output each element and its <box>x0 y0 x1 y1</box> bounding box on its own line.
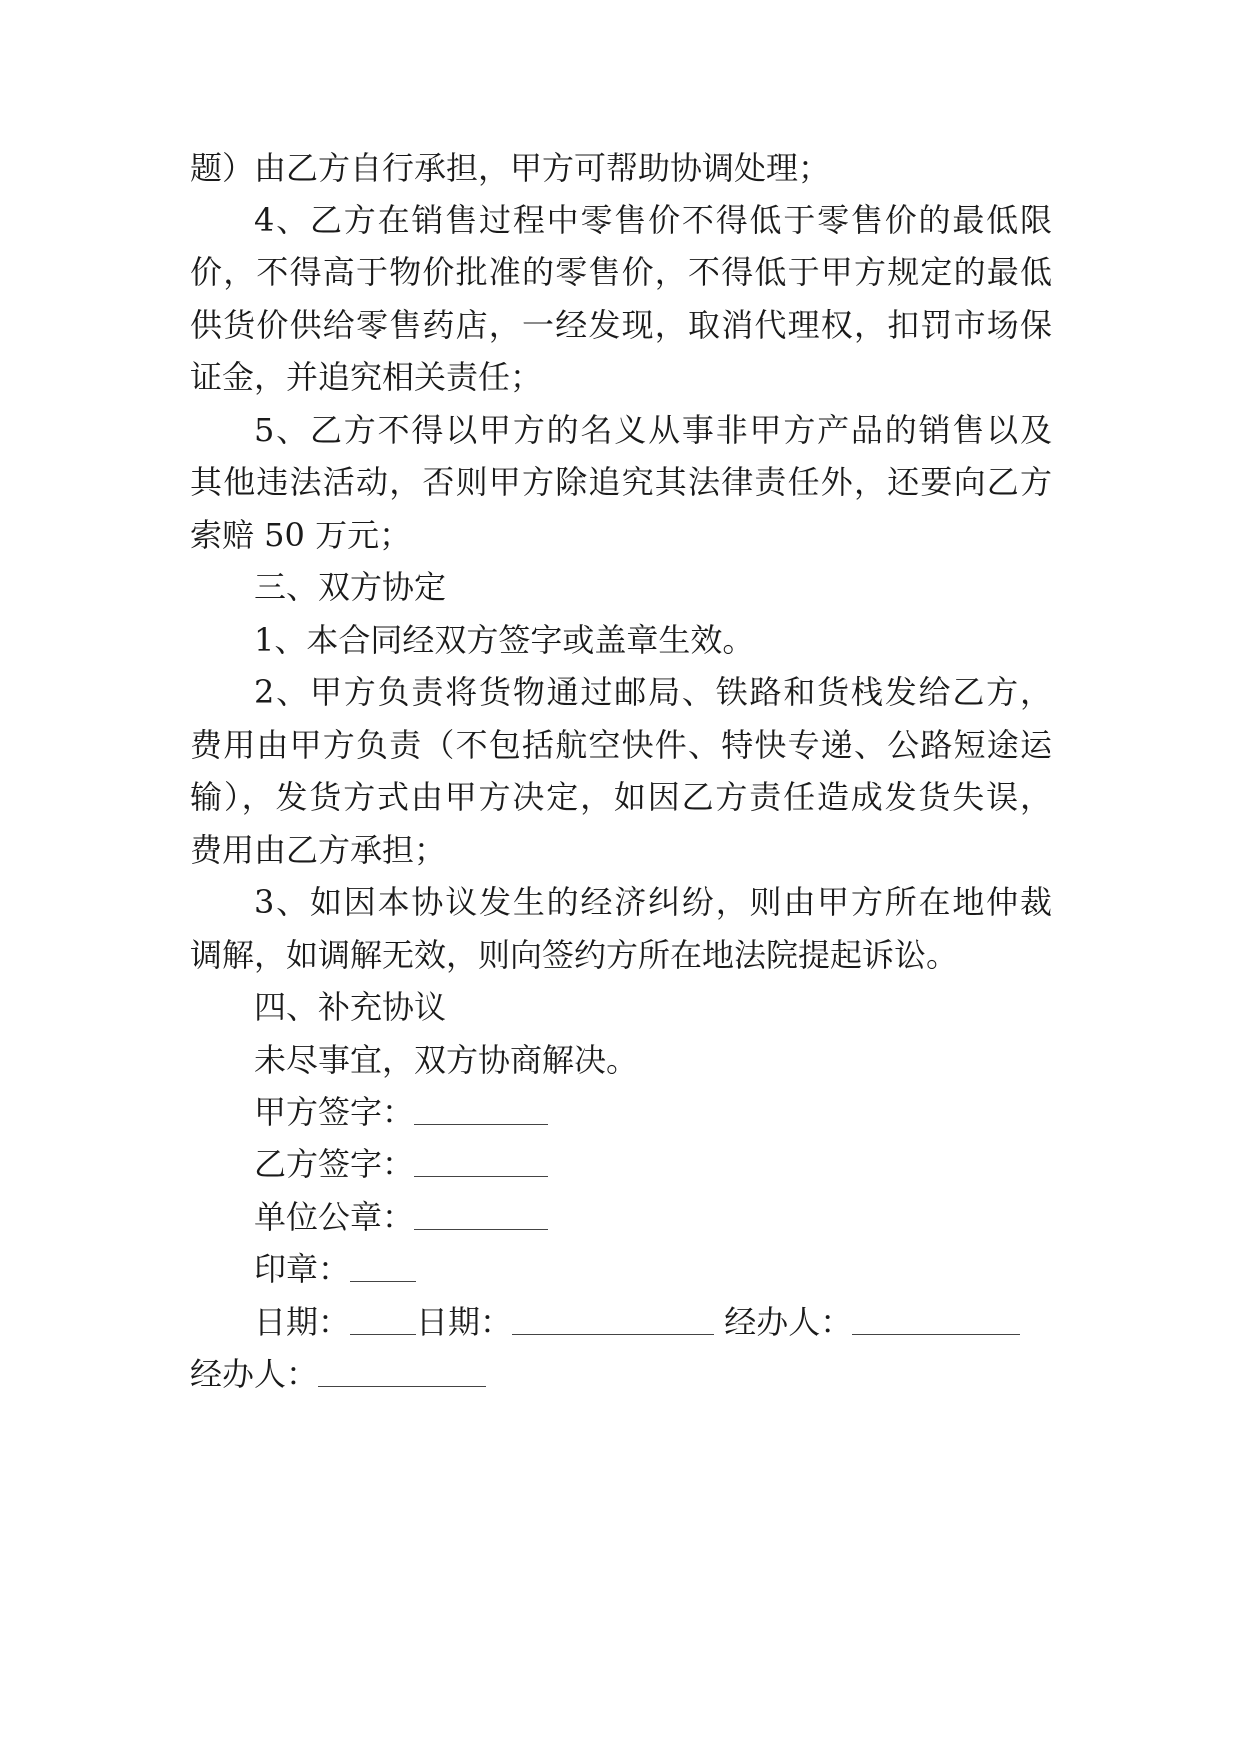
unit-seal-blank <box>414 1201 548 1230</box>
unit-seal-label: 单位公章： <box>254 1198 415 1236</box>
paragraph-line: 题）由乙方自行承担，甲方可帮助协调处理； <box>190 149 831 187</box>
handler-label: 经办人： <box>190 1355 319 1393</box>
section-heading: 四、补充协议 <box>254 988 447 1026</box>
party-b-signature-blank <box>414 1148 548 1177</box>
paragraph-line: 3、如因本协议发生的经济纠纷，则由甲方所在地仲裁 <box>254 883 1052 921</box>
paragraph-line: 供货价供给零售药店，一经发现，取消代理权，扣罚市场保 <box>190 306 1052 344</box>
seal-line <box>254 1249 1052 1289</box>
seal-blank <box>350 1253 416 1282</box>
handler-blank <box>852 1306 1020 1335</box>
date-handler-line <box>254 1302 1052 1342</box>
paragraph-line: 5、乙方不得以甲方的名义从事非甲方产品的销售以及 <box>254 411 1052 449</box>
paragraph-line: 未尽事宜，双方协商解决。 <box>254 1041 639 1079</box>
unit-seal-line <box>254 1197 1052 1237</box>
paragraph-line: 价，不得高于物价批准的零售价，不得低于甲方规定的最低 <box>190 253 1052 291</box>
party-a-signature-line <box>254 1092 1052 1132</box>
section-heading: 三、双方协定 <box>254 568 447 606</box>
party-b-signature-line <box>254 1144 1052 1184</box>
handler-blank <box>318 1358 486 1387</box>
paragraph-line: 输），发货方式由甲方决定，如因乙方责任造成发货失误， <box>190 778 1052 816</box>
party-a-signature-blank <box>414 1096 548 1125</box>
handler-line <box>190 1354 1052 1394</box>
date-blank <box>350 1306 416 1335</box>
party-b-signature-label: 乙方签字： <box>254 1145 415 1183</box>
paragraph-line: 费用由甲方负责（不包括航空快件、特快专递、公路短途运 <box>190 726 1052 764</box>
paragraph-line: 调解，如调解无效，则向签约方所在地法院提起诉讼。 <box>190 936 959 974</box>
handler-label: 经办人： <box>724 1303 853 1341</box>
party-a-signature-label: 甲方签字： <box>254 1093 415 1131</box>
date-label: 日期： <box>254 1303 351 1341</box>
paragraph-line: 4、乙方在销售过程中零售价不得低于零售价的最低限 <box>254 201 1052 239</box>
paragraph-line: 证金，并追究相关责任； <box>190 358 543 396</box>
paragraph-line: 其他违法活动，否则甲方除追究其法律责任外，还要向乙方 <box>190 463 1052 501</box>
paragraph-line: 1、本合同经双方签字或盖章生效。 <box>254 621 755 659</box>
seal-label: 印章： <box>254 1250 351 1288</box>
date-label: 日期： <box>416 1303 513 1341</box>
paragraph-line: 费用由乙方承担； <box>190 831 447 869</box>
date-blank <box>512 1306 714 1335</box>
paragraph-line: 2、甲方负责将货物通过邮局、铁路和货栈发给乙方， <box>254 673 1052 711</box>
paragraph-line: 索赔 50 万元； <box>190 516 412 554</box>
